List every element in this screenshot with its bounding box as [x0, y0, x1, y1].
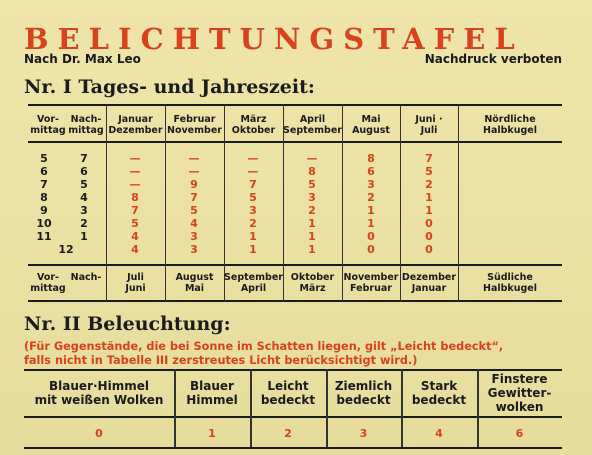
- exposure-value: 2: [249, 217, 257, 230]
- header-apr-sep: April September: [283, 114, 342, 136]
- exposure-value: 7: [249, 178, 257, 191]
- footer-jul-jun: Juli Juni: [125, 272, 146, 294]
- exposure-value: 2: [308, 204, 316, 217]
- exposure-value: 7: [425, 152, 433, 165]
- header-nachmittag: Nach- mittag: [68, 114, 104, 136]
- exposure-value: 2: [425, 178, 433, 191]
- exposure-value: 0: [367, 243, 375, 256]
- nachmittag-hour: 1: [80, 230, 88, 243]
- header-blue-sky: Blauer Himmel: [186, 379, 238, 407]
- exposure-value: —: [129, 152, 141, 165]
- lighting-value: 2: [284, 427, 292, 440]
- exposure-value: 1: [425, 191, 433, 204]
- nachmittag-hour: 2: [80, 217, 88, 230]
- exposure-value: 5: [190, 204, 198, 217]
- nachmittag-hour: 3: [80, 204, 88, 217]
- exposure-value: 3: [190, 243, 198, 256]
- exposure-value: 3: [249, 204, 257, 217]
- exposure-value: 1: [308, 230, 316, 243]
- exposure-value: 1: [308, 217, 316, 230]
- nachmittag-hour: 6: [80, 165, 88, 178]
- header-heavily-overcast: Stark bedeckt: [411, 379, 467, 407]
- exposure-value: —: [306, 152, 318, 165]
- exposure-value: 9: [190, 178, 198, 191]
- section-2-title: Nr. II Beleuchtung:: [24, 313, 231, 335]
- exposure-value: 1: [425, 204, 433, 217]
- exposure-value: 8: [367, 152, 375, 165]
- lighting-note: (Für Gegenstände, die bei Sonne im Schatten liegen, gilt „Leicht bedeckt“, falls nicht in Tabelle III zerstreutes Licht berücksichtigt wird.): [24, 340, 504, 367]
- vormittag-hour: 5: [40, 152, 48, 165]
- exposure-value: —: [247, 165, 259, 178]
- exposure-value: 0: [425, 243, 433, 256]
- header-blue-sky-clouds: Blauer·Himmel mit weißen Wolken: [34, 379, 164, 407]
- lighting-value: 1: [208, 427, 216, 440]
- header-may-aug: Mai August: [352, 114, 390, 136]
- table-lighting: [24, 369, 562, 449]
- footer-sep-apr: September April: [224, 272, 283, 294]
- exposure-value: —: [129, 165, 141, 178]
- exposure-value: 0: [425, 217, 433, 230]
- exposure-value: 5: [249, 191, 257, 204]
- header-jun-jul: Juni · Juli: [415, 114, 443, 136]
- nachmittag-hour: 5: [80, 178, 88, 191]
- exposure-value: 8: [308, 165, 316, 178]
- lighting-value: 0: [95, 427, 103, 440]
- header-fairly-overcast: Ziemlich bedeckt: [334, 379, 393, 407]
- exposure-value: —: [188, 152, 200, 165]
- nachmittag-hour: 7: [80, 152, 88, 165]
- footer-vormittag: Vor- mittag: [30, 272, 66, 294]
- exposure-value: 3: [190, 230, 198, 243]
- lighting-value: 3: [359, 427, 368, 440]
- vormittag-hour: 10: [36, 217, 52, 230]
- exposure-value: —: [247, 152, 259, 165]
- vormittag-hour: 11: [36, 230, 52, 243]
- exposure-value: 1: [367, 217, 375, 230]
- exposure-value: 4: [131, 230, 139, 243]
- exposure-value: 4: [131, 243, 139, 256]
- vormittag-hour: 7: [40, 178, 48, 191]
- footer-aug-may: August Mai: [175, 272, 214, 294]
- header-northern-hemisphere: Nördliche Halbkugel: [483, 114, 537, 136]
- vormittag-hour: 9: [40, 204, 48, 217]
- exposure-value: 6: [367, 165, 375, 178]
- exposure-value: 7: [190, 191, 198, 204]
- lighting-value: 6: [515, 427, 524, 440]
- exposure-value: 1: [308, 243, 316, 256]
- lighting-value: 4: [435, 427, 443, 440]
- exposure-value: 0: [425, 230, 433, 243]
- exposure-value: —: [129, 178, 141, 191]
- footer-nachmittag: Nach-: [70, 272, 102, 283]
- header-feb-nov: Februar November: [167, 114, 222, 136]
- header-storm-clouds: Finstere Gewitter- wolken: [487, 372, 552, 414]
- vormittag-hour: 6: [40, 165, 48, 178]
- exposure-value: 7: [131, 204, 139, 217]
- exposure-value: 1: [249, 243, 257, 256]
- nachmittag-hour: 4: [80, 191, 88, 204]
- exposure-value: 5: [425, 165, 433, 178]
- footer-oct-mar: Oktober März: [290, 272, 335, 294]
- exposure-value: 3: [367, 178, 375, 191]
- exposure-value: 5: [308, 178, 316, 191]
- header-jan-dec: Januar Dezember: [108, 114, 163, 136]
- nachmittag-hour: 12: [58, 243, 74, 256]
- exposure-value: 1: [367, 204, 375, 217]
- copyright-notice: Nachdruck verboten: [424, 52, 562, 66]
- footer-nov-feb: November Februar: [343, 272, 399, 294]
- section-1-title: Nr. I Tages- und Jahreszeit:: [24, 76, 315, 98]
- header-mar-oct: März Oktober: [231, 114, 276, 136]
- exposure-value: 8: [131, 191, 139, 204]
- exposure-value: —: [188, 165, 200, 178]
- header-slightly-overcast: Leicht bedeckt: [260, 379, 316, 407]
- author-line: Nach Dr. Max Leo: [24, 52, 141, 66]
- vormittag-hour: 8: [40, 191, 48, 204]
- exposure-value: 2: [367, 191, 375, 204]
- page-title: BELICHTUNGSTAFEL: [24, 22, 524, 56]
- exposure-value: 0: [367, 230, 375, 243]
- exposure-value: 3: [308, 191, 316, 204]
- footer-dec-jan: Dezember Januar: [401, 272, 457, 294]
- footer-southern-hemisphere: Südliche Halbkugel: [483, 272, 537, 294]
- exposure-value: 4: [190, 217, 198, 230]
- exposure-value: 1: [249, 230, 257, 243]
- exposure-value: 5: [131, 217, 139, 230]
- header-vormittag: Vor- mittag: [30, 114, 66, 136]
